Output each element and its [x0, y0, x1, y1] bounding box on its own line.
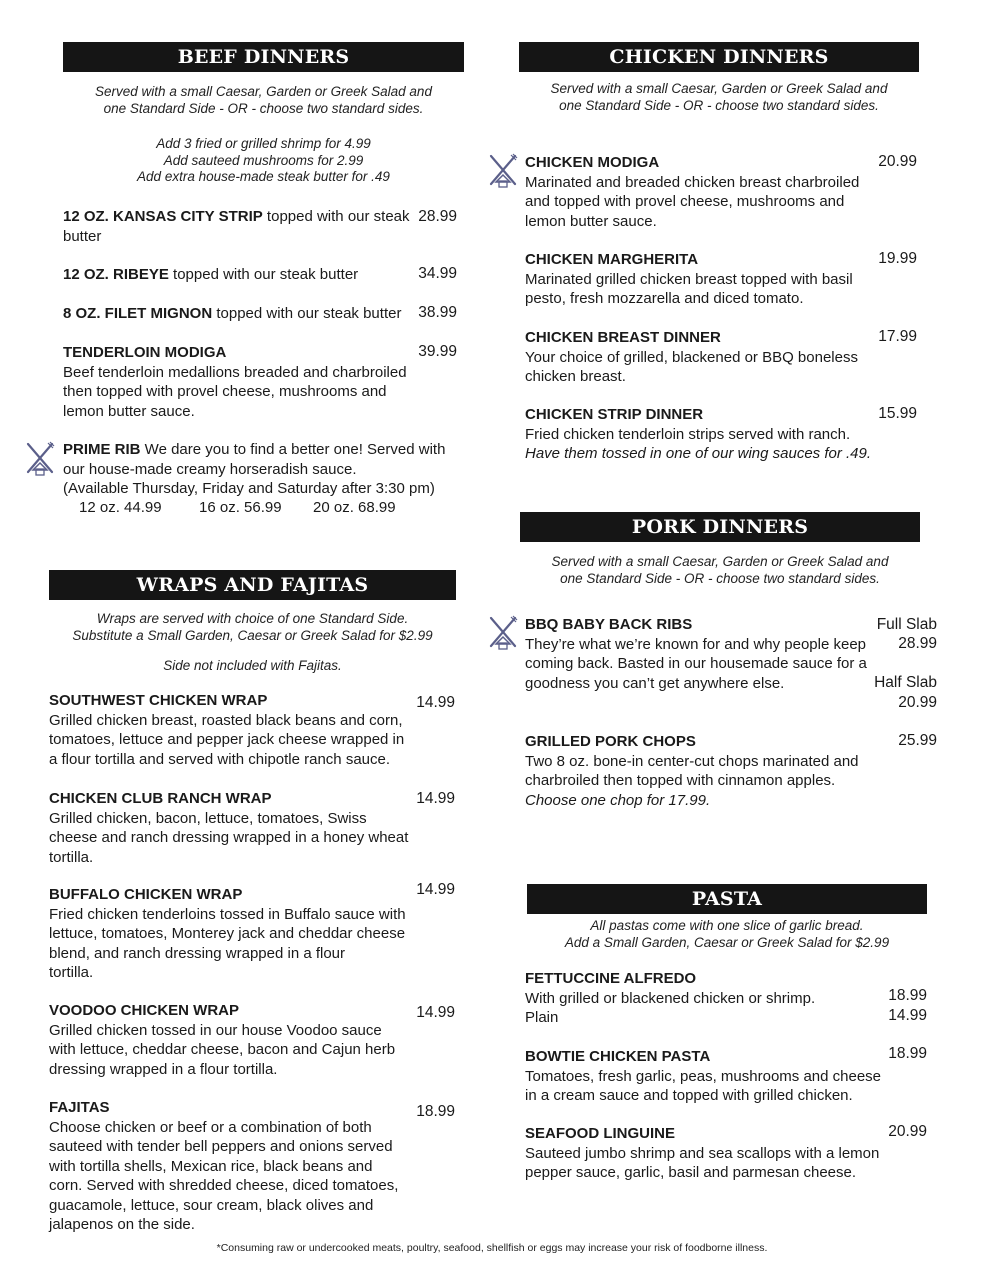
house-favorite-icon — [487, 152, 519, 190]
item-price: 19.99 — [878, 250, 917, 267]
menu-item-buffalo-wrap — [49, 885, 404, 983]
item-desc: butter — [63, 227, 102, 245]
item-desc: topped with our steak — [262, 208, 410, 225]
menu-item-chicken-strip — [525, 405, 885, 464]
item-name: CHICKEN MARGHERITA — [525, 251, 699, 268]
beef-dinners-header: BEEF DINNERS — [63, 42, 464, 72]
item-desc: with tortilla shells, Mexican rice, black beans and — [49, 1157, 373, 1175]
item-price: 20.99 — [888, 1123, 927, 1140]
menu-item-bbq-baby-back-ribs — [525, 615, 865, 693]
item-name: SOUTHWEST CHICKEN WRAP — [49, 692, 268, 709]
item-desc: chicken breast. — [525, 368, 626, 385]
item-desc: charbroiled then topped with cinnamon apples. — [525, 772, 836, 789]
pasta-intro — [527, 918, 927, 951]
item-desc: guacamole, lettuce, sour cream, black olives and — [49, 1196, 374, 1214]
item-desc: Choose chicken or beef or a combination of both — [49, 1118, 372, 1136]
wraps-intro — [49, 611, 456, 644]
addon-mushrooms: Add sauteed mushrooms for 2.99 — [163, 152, 364, 168]
item-desc: lemon butter sauce. — [525, 212, 657, 230]
item-desc: lettuce, tomatoes, Monterey jack and cheddar cheese — [49, 925, 406, 942]
item-name: VOODOO CHICKEN WRAP — [49, 1002, 240, 1019]
half-slab-price: 20.99 — [898, 694, 937, 711]
item-desc: blend, and ranch dressing wrapped in a flour — [49, 944, 346, 962]
beef-intro — [63, 84, 464, 117]
house-favorite-icon — [487, 614, 519, 652]
item-price: 28.99 — [418, 208, 457, 225]
fajitas-note — [49, 658, 456, 675]
item-desc: in a cream sauce and topped with grilled chicken. — [525, 1087, 853, 1104]
food-safety-disclaimer: *Consuming raw or undercooked meats, poultry, seafood, shellfish or eggs may increase your risk of foodborne illness. — [216, 1242, 768, 1254]
menu-item-club-ranch-wrap — [49, 789, 409, 867]
prime-rib-size-20: 20 oz. 68.99 — [313, 499, 396, 516]
menu-item-chicken-breast — [525, 328, 865, 387]
item-desc: with lettuce, cheddar cheese, bacon and Cajun herb — [49, 1041, 396, 1058]
item-desc: our house-made creamy horseradish sauce. — [63, 460, 357, 478]
full-slab-label: Full Slab — [876, 616, 937, 633]
item-name: BUFFALO CHICKEN WRAP — [49, 886, 243, 903]
item-name: CHICKEN BREAST DINNER — [525, 329, 721, 346]
item-name: PRIME RIB — [63, 441, 141, 458]
prime-rib-size-16: 16 oz. 56.99 — [199, 499, 282, 516]
item-name: BBQ BABY BACK RIBS — [525, 616, 693, 633]
item-name: BOWTIE CHICKEN PASTA — [525, 1048, 711, 1065]
item-name: CHICKEN CLUB RANCH WRAP — [49, 790, 272, 807]
item-desc: Marinated and breaded chicken breast charbroiled — [525, 173, 860, 191]
item-desc: (Available Thursday, Friday and Saturday after 3:30 pm) — [63, 480, 435, 497]
menu-item-chicken-modiga — [525, 153, 865, 231]
menu-item-prime-rib — [63, 440, 446, 499]
wraps-intro-line: Substitute a Small Garden, Caesar or Greek Salad for $2.99 — [72, 627, 433, 643]
item-desc: Your choice of grilled, blackened or BBQ boneless — [525, 348, 858, 366]
item-desc: corn. Served with shredded cheese, diced tomatoes, — [49, 1177, 399, 1194]
item-price: 17.99 — [878, 328, 917, 345]
item-desc: coming back. Basted in our housemade sauce for a — [525, 655, 867, 672]
item-desc: cheese and ranch dressing wrapped in a honey wheat — [49, 829, 409, 846]
item-name: GRILLED PORK CHOPS — [525, 733, 696, 750]
item-desc: Fried chicken tenderloins tossed in Buffalo sauce with — [49, 905, 406, 923]
menu-item-chicken-margherita — [525, 250, 865, 309]
fajitas-note-line: Side not included with Fajitas. — [163, 658, 342, 673]
chicken-intro — [519, 81, 919, 114]
menu-item-kc-strip — [63, 207, 413, 246]
pork-intro — [520, 554, 920, 587]
menu-item-tenderloin-modiga — [63, 343, 413, 421]
item-desc: tortilla. — [49, 964, 94, 981]
item-price: 14.99 — [416, 790, 455, 807]
item-desc: tomatoes, lettuce and pepper jack cheese wrapped in — [49, 731, 405, 748]
item-name: FAJITAS — [49, 1099, 110, 1116]
pasta-intro-line: Add a Small Garden, Caesar or Greek Salad for $2.99 — [564, 934, 890, 950]
item-desc: pepper sauce, garlic, basil and parmesan cheese. — [525, 1164, 857, 1181]
item-desc: Tomatoes, fresh garlic, peas, mushrooms and cheese — [525, 1067, 882, 1085]
pork-intro-line: one Standard Side - OR - choose two standard sides. — [560, 570, 880, 586]
menu-item-grilled-pork-chops — [525, 732, 865, 810]
item-price: 14.99 — [416, 1004, 455, 1021]
chicken-intro-line: Served with a small Caesar, Garden or Greek Salad and — [550, 81, 888, 96]
item-price: 15.99 — [878, 405, 917, 422]
item-desc: Plain — [525, 1009, 559, 1026]
item-desc: then topped with provel cheese, mushrooms and — [63, 383, 387, 400]
beef-addons — [63, 136, 464, 186]
item-desc: Sauteed jumbo shrimp and sea scallops with a lemon — [525, 1144, 880, 1162]
item-name: CHICKEN STRIP DINNER — [525, 406, 704, 423]
item-desc: They’re what we’re known for and why people keep — [525, 635, 867, 653]
item-desc: goodness you can’t get anywhere else. — [525, 674, 785, 692]
item-name: TENDERLOIN MODIGA — [63, 344, 227, 361]
wraps-intro-line: Wraps are served with choice of one Standard Side. — [96, 611, 409, 626]
item-price: 14.99 — [416, 694, 455, 711]
item-desc: topped with our steak butter — [168, 266, 359, 283]
item-desc: Fried chicken tenderloin strips served with ranch. — [525, 425, 851, 443]
full-slab-price: 28.99 — [898, 635, 937, 652]
menu-item-ribeye — [63, 265, 413, 285]
house-favorite-icon — [24, 440, 56, 478]
item-desc: Have them tossed in one of our wing sauces for .49. — [525, 445, 872, 462]
item-desc: Choose one chop for 17.99. — [525, 791, 711, 809]
menu-item-fajitas — [49, 1098, 404, 1235]
item-desc: topped with our steak butter — [212, 305, 402, 322]
menu-item-bowtie-chicken-pasta — [525, 1047, 882, 1106]
menu-item-voodoo-wrap — [49, 1001, 404, 1079]
item-desc: lemon butter sauce. — [63, 402, 195, 420]
item-name: CHICKEN MODIGA — [525, 154, 660, 171]
item-desc: pesto, fresh mozzarella and diced tomato. — [525, 290, 804, 307]
addon-shrimp: Add 3 fried or grilled shrimp for 4.99 — [156, 136, 371, 151]
addon-steak-butter: Add extra house-made steak butter for .49 — [137, 169, 390, 184]
item-price: 25.99 — [898, 732, 937, 749]
item-name: FETTUCCINE ALFREDO — [525, 970, 697, 987]
beef-intro-line: Served with a small Caesar, Garden or Greek Salad and — [95, 84, 432, 99]
item-desc: tortilla. — [49, 848, 94, 866]
item-desc: a flour tortilla and served with chipotle ranch sauce. — [49, 750, 391, 768]
chicken-intro-line: one Standard Side - OR - choose two standard sides. — [559, 97, 879, 113]
pork-intro-line: Served with a small Caesar, Garden or Greek Salad and — [551, 554, 889, 569]
item-price: 14.99 — [888, 1007, 927, 1024]
item-desc: Beef tenderloin medallions breaded and charbroiled — [63, 363, 407, 381]
item-desc: and topped with provel cheese, mushrooms and — [525, 193, 845, 210]
item-desc: dressing wrapped in a flour tortilla. — [49, 1060, 278, 1078]
item-price: 18.99 — [888, 1045, 927, 1062]
item-name: SEAFOOD LINGUINE — [525, 1125, 676, 1142]
pasta-header: PASTA — [527, 884, 927, 914]
item-desc: Two 8 oz. bone-in center-cut chops marinated and — [525, 752, 859, 770]
item-price: 39.99 — [418, 343, 457, 360]
menu-item-filet-mignon — [63, 304, 413, 324]
prime-rib-size-12: 12 oz. 44.99 — [79, 499, 162, 516]
item-price: 20.99 — [878, 153, 917, 170]
item-desc: Grilled chicken breast, roasted black beans and corn, — [49, 711, 403, 729]
item-desc: Grilled chicken, bacon, lettuce, tomatoes, Swiss — [49, 809, 367, 827]
menu-item-southwest-wrap — [49, 691, 404, 769]
pork-dinners-header: PORK DINNERS — [520, 512, 920, 542]
item-desc: Grilled chicken tossed in our house Voodoo sauce — [49, 1021, 382, 1039]
menu-item-seafood-linguine — [525, 1124, 880, 1183]
chicken-dinners-header: CHICKEN DINNERS — [519, 42, 919, 72]
menu-item-fettuccine-alfredo — [525, 969, 865, 1028]
item-name: 12 OZ. RIBEYE — [63, 266, 169, 283]
item-price: 14.99 — [416, 881, 455, 898]
item-desc: jalapenos on the side. — [49, 1216, 195, 1233]
half-slab-label: Half Slab — [874, 674, 937, 691]
item-desc: Marinated grilled chicken breast topped with basil — [525, 270, 853, 288]
item-desc: With grilled or blackened chicken or shrimp. — [525, 989, 816, 1007]
item-price: 34.99 — [418, 265, 457, 282]
item-price: 18.99 — [888, 987, 927, 1004]
item-price: 38.99 — [418, 304, 457, 321]
item-name: 12 OZ. KANSAS CITY STRIP — [63, 208, 263, 225]
item-desc: We dare you to find a better one! Served with — [140, 441, 446, 458]
pasta-intro-line: All pastas come with one slice of garlic bread. — [590, 918, 864, 933]
item-desc: sauteed with tender bell peppers and onions served — [49, 1138, 393, 1155]
beef-intro-line: one Standard Side - OR - choose two standard sides. — [103, 100, 424, 116]
item-price: 18.99 — [416, 1103, 455, 1120]
item-name: 8 OZ. FILET MIGNON — [63, 305, 213, 322]
wraps-fajitas-header: WRAPS AND FAJITAS — [49, 570, 456, 600]
